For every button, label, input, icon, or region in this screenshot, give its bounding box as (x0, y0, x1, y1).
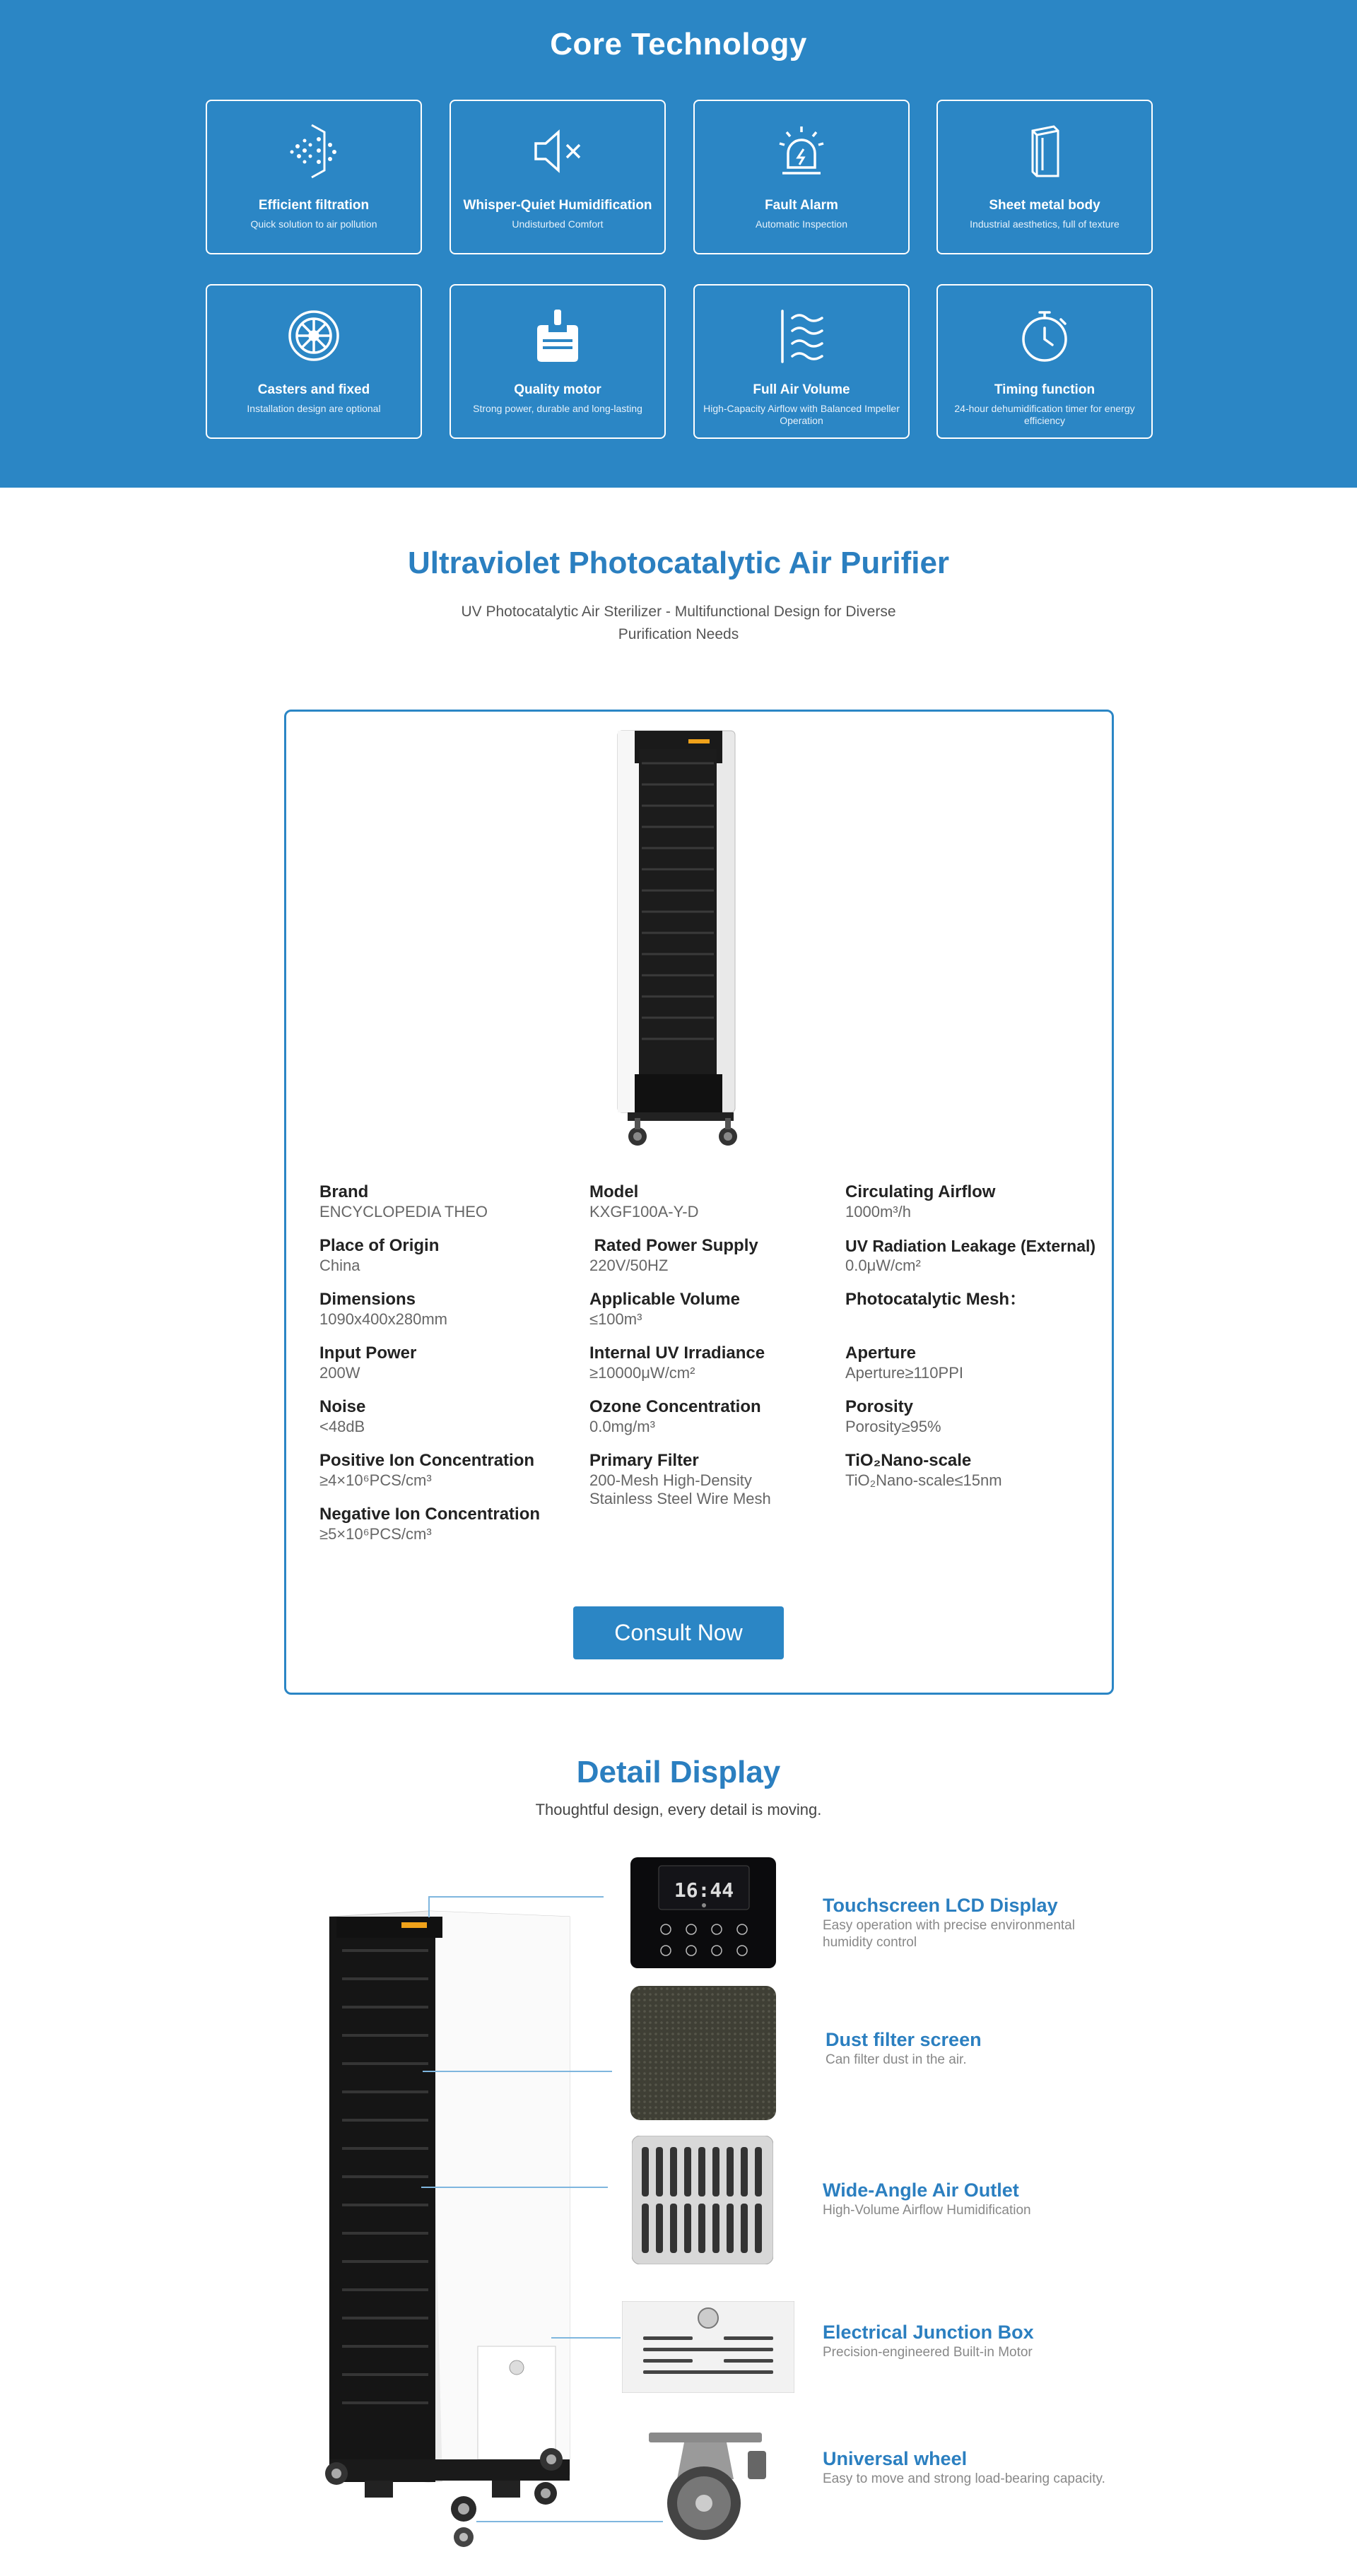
feature-title: Timing function (994, 382, 1095, 397)
filtration-icon (207, 119, 421, 183)
detail-item-air-outlet: Wide-Angle Air Outlet High-Volume Airflow Humidification (823, 2180, 1031, 2218)
universal-wheel-thumbnail (642, 2430, 769, 2543)
leader-line (421, 2187, 608, 2188)
airflow-icon (695, 304, 908, 367)
product-image (606, 728, 748, 1152)
feature-title: Casters and fixed (257, 382, 370, 397)
spec-uv-leakage: UV Radiation Leakage (External) 0.0μW/cm² (845, 1237, 1096, 1274)
detail-item-dust-filter: Dust filter screen Can filter dust in the air. (826, 2029, 982, 2067)
spec-dimensions: Dimensions 1090x400x280mm (319, 1290, 448, 1328)
feature-title: Quality motor (514, 382, 601, 397)
feature-subtitle: High-Capacity Airflow with Balanced Impeller Operation (703, 403, 900, 426)
leader-line (551, 2337, 621, 2339)
spec-power-supply: Rated Power Supply 220V/50HZ (589, 1236, 758, 1274)
feature-title: Whisper-Quiet Humidification (463, 198, 652, 213)
product-subtitle: UV Photocatalytic Air Sterilizer - Multifunctional Design for Diverse Purification Needs (461, 604, 896, 642)
air-outlet-thumbnail (632, 2136, 773, 2264)
spec-aperture: Aperture Aperture≥110PPI (845, 1343, 963, 1382)
feature-subtitle: 24-hour dehumidification timer for energy efficiency (954, 403, 1135, 426)
feature-card-casters (206, 284, 422, 439)
leader-line (476, 2521, 663, 2522)
spec-primary-filter: Primary Filter 200-Mesh High-Density Stainless Steel Wire Mesh (589, 1451, 771, 1507)
feature-title: Full Air Volume (753, 382, 850, 397)
feature-card-timing (936, 284, 1153, 439)
spec-negative-ion: Negative Ion Concentration ≥5×10⁶PCS/cm³ (319, 1505, 541, 1543)
detail-item-lcd: Touchscreen LCD Display Easy operation with precise environmental humidity control (823, 1895, 1075, 1950)
spec-photocatalytic-mesh: Photocatalytic Mesh： (845, 1290, 1027, 1309)
feature-subtitle: Strong power, durable and long-lasting (473, 403, 642, 414)
mute-speaker-icon (451, 119, 664, 183)
feature-title: Sheet metal body (989, 198, 1100, 213)
detail-subtitle: Thoughtful design, every detail is moving. (535, 1801, 822, 1818)
core-technology-section (0, 0, 1357, 488)
alarm-light-icon (695, 119, 908, 183)
lcd-display-thumbnail (630, 1857, 776, 1968)
consult-now-button[interactable]: Consult Now (573, 1606, 784, 1659)
motor-icon (451, 304, 664, 367)
feature-subtitle: Installation design are optional (247, 403, 381, 414)
feature-card-filtration (206, 100, 422, 254)
feature-card-sheet-metal (936, 100, 1153, 254)
feature-subtitle: Quick solution to air pollution (250, 218, 377, 230)
leader-line (423, 2071, 612, 2072)
spec-porosity: Porosity Porosity≥95% (845, 1397, 941, 1435)
feature-card-motor (450, 284, 666, 439)
spec-column-1 (319, 1182, 540, 1558)
detail-product-image (322, 1908, 584, 2551)
spec-column-3 (845, 1182, 1095, 1504)
leader-line (428, 1896, 604, 1898)
leader-line (428, 1896, 430, 1917)
feature-title: Fault Alarm (765, 198, 838, 213)
spec-column-2 (589, 1182, 823, 1507)
feature-card-quiet (450, 100, 666, 254)
spec-ozone: Ozone Concentration 0.0mg/m³ (589, 1397, 761, 1435)
spec-uv-irradiance: Internal UV Irradiance ≥10000μW/cm² (589, 1343, 765, 1382)
feature-subtitle: Industrial aesthetics, full of texture (970, 218, 1120, 230)
spec-circulating-airflow: Circulating Airflow 1000m³/h (845, 1182, 996, 1221)
caster-wheel-icon (207, 304, 421, 367)
feature-card-airflow (693, 284, 910, 439)
spec-nano-scale: TiO₂Nano-scale TiO₂Nano-scale≤15nm (845, 1451, 1002, 1489)
spec-applicable-volume: Applicable Volume ≤100m³ (589, 1290, 740, 1328)
feature-subtitle: Undisturbed Comfort (512, 218, 604, 230)
product-title: Ultraviolet Photocatalytic Air Purifier (407, 546, 950, 580)
spec-model: Model KXGF100A-Y-D (589, 1182, 699, 1221)
feature-title: Efficient filtration (258, 198, 370, 213)
stopwatch-icon (938, 304, 1151, 367)
detail-item-junction-box: Electrical Junction Box Precision-engineered Built-in Motor (823, 2322, 1034, 2360)
dust-filter-thumbnail (630, 1986, 776, 2120)
junction-box-thumbnail (622, 2301, 794, 2393)
feature-card-alarm (693, 100, 910, 254)
detail-title: Detail Display (576, 1755, 781, 1789)
spec-brand: Brand ENCYCLOPEDIA THEO (319, 1182, 488, 1221)
feature-subtitle: Automatic Inspection (756, 218, 847, 230)
spec-input-power: Input Power 200W (319, 1343, 417, 1382)
lcd-time: 16:44 (674, 1878, 734, 1902)
core-technology-title: Core Technology (550, 27, 807, 61)
spec-noise: Noise <48dB (319, 1397, 366, 1435)
detail-item-wheel: Universal wheel Easy to move and strong load-bearing capacity. (823, 2448, 1105, 2486)
sheet-metal-icon (938, 119, 1151, 183)
spec-origin: Place of Origin China (319, 1236, 440, 1274)
spec-positive-ion: Positive Ion Concentration ≥4×10⁶PCS/cm³ (319, 1451, 535, 1489)
